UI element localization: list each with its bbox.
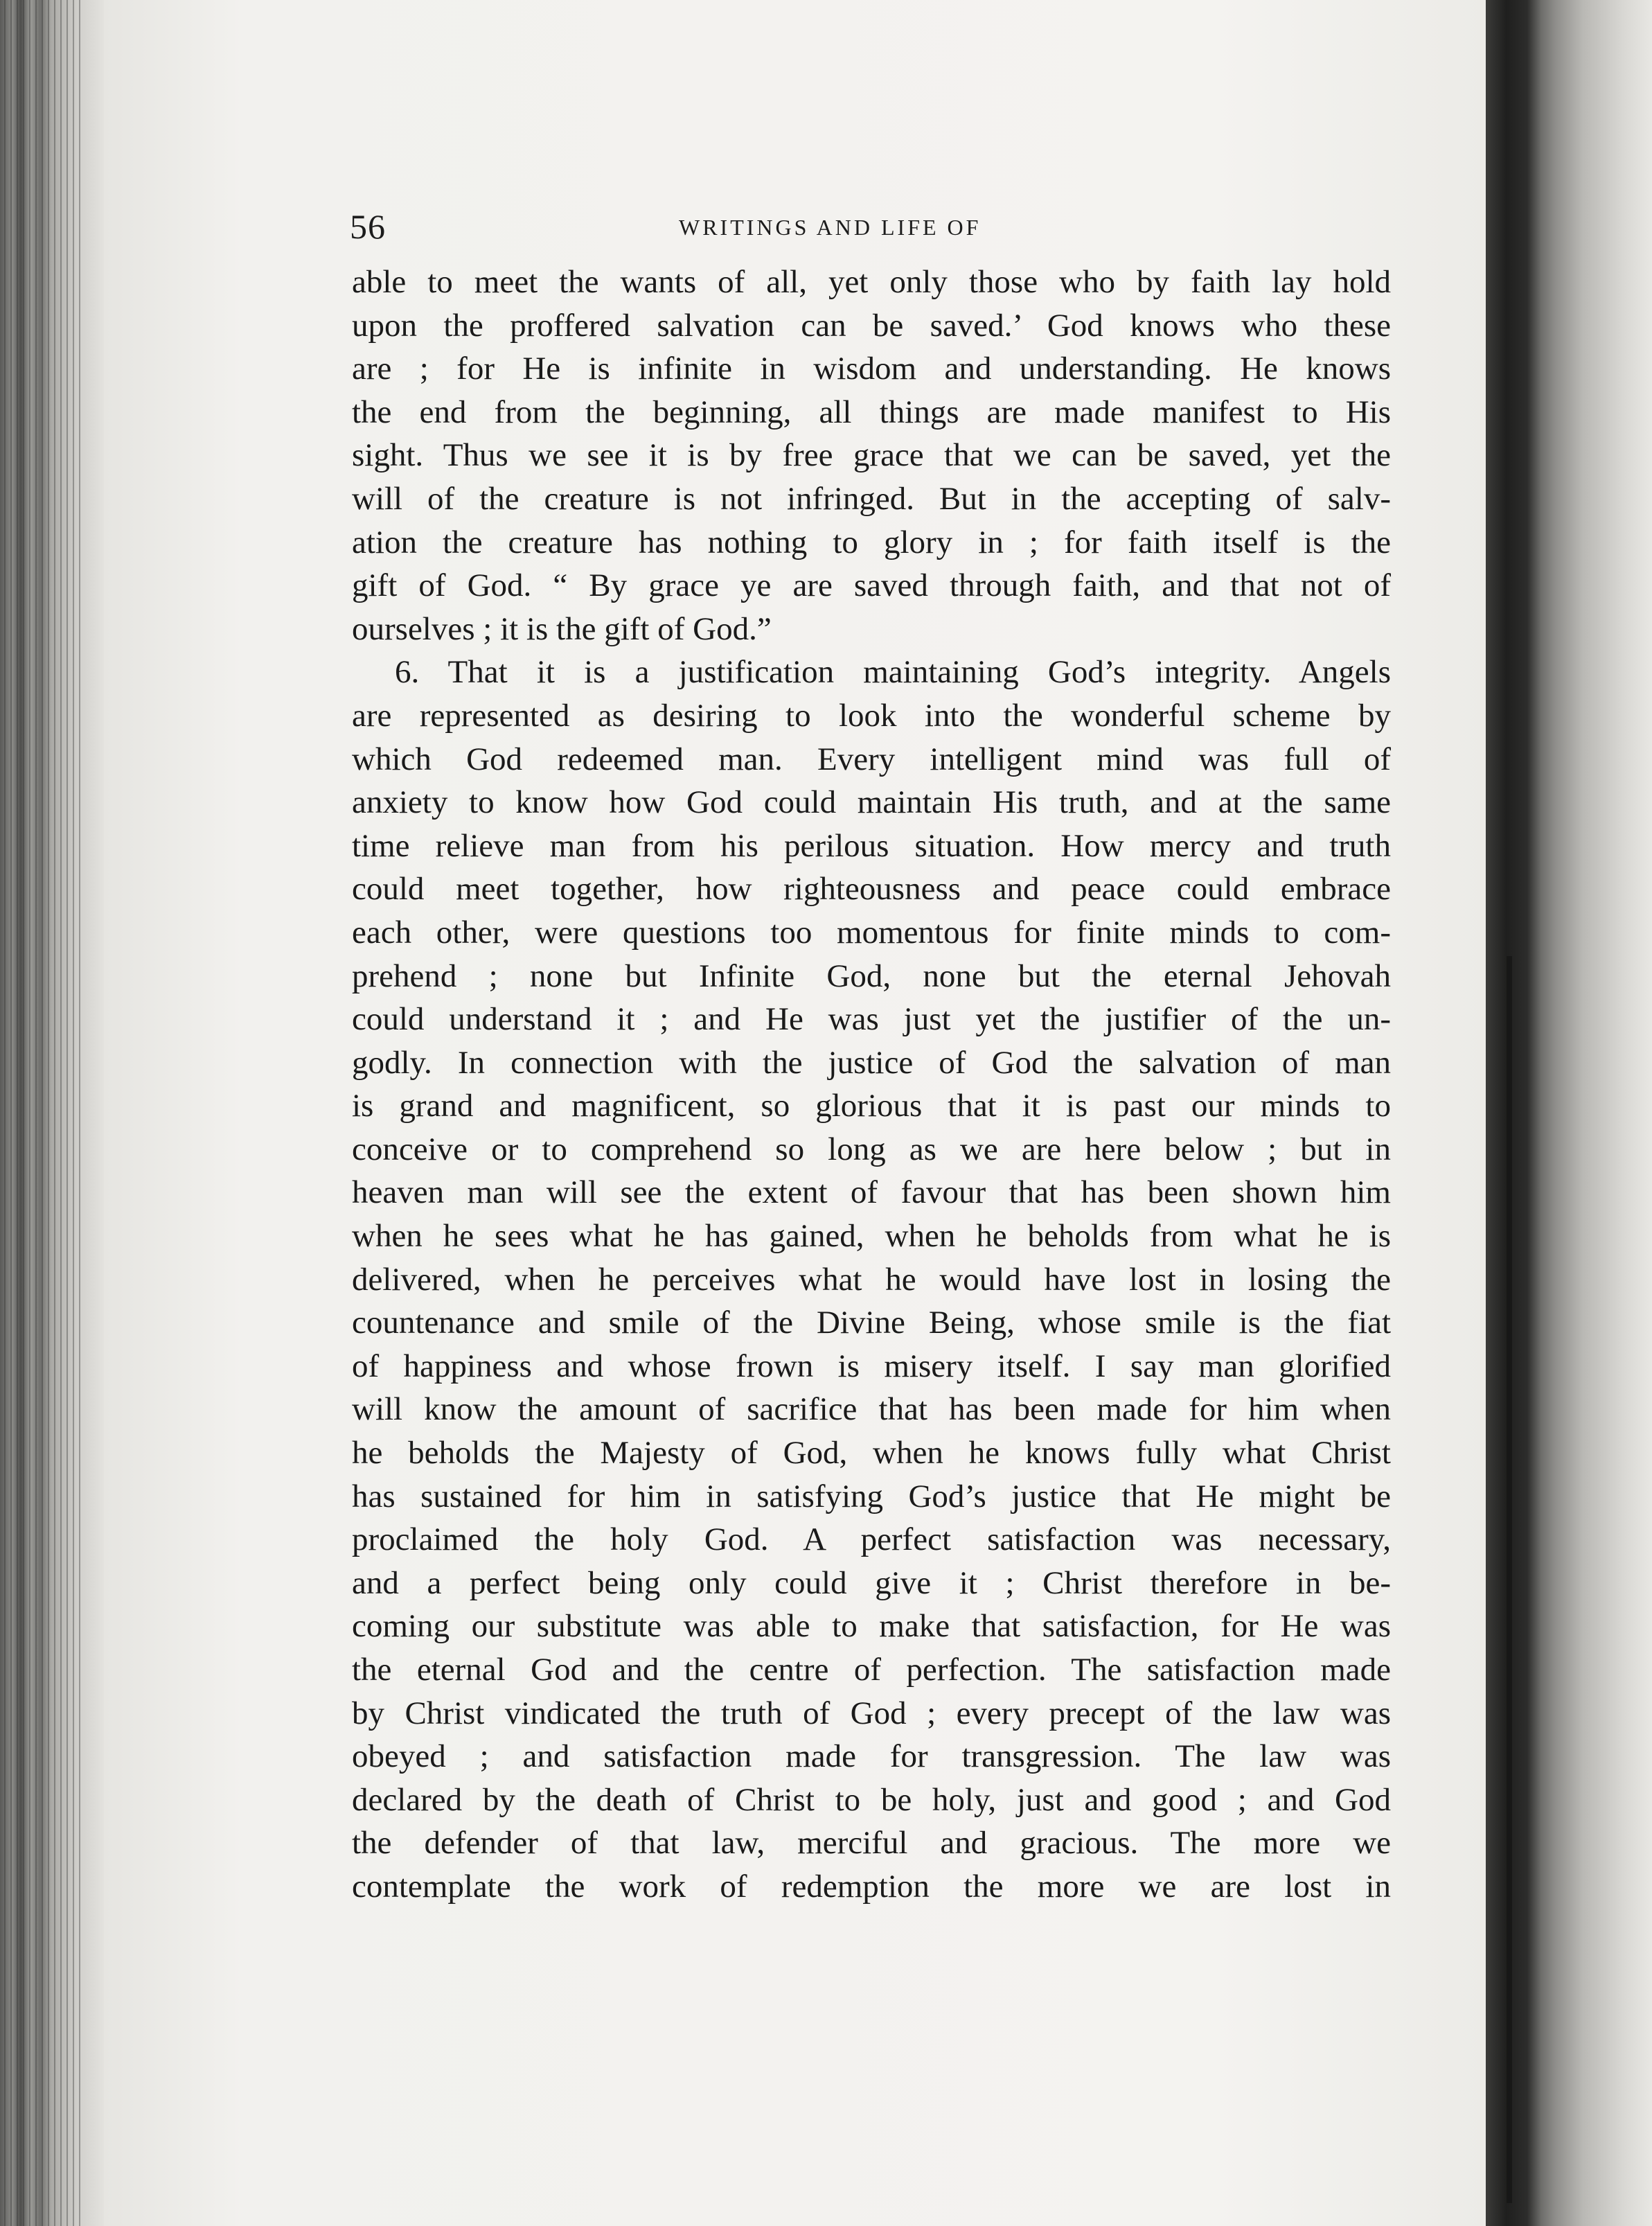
text-line: conceive or to comprehend so long as we are here below ; but in xyxy=(352,1131,1391,1167)
text-line: prehend ; none but Infinite God, none but the eternal Jehovah xyxy=(352,957,1391,994)
text-line: upon the proffered salvation can be saved.’ God knows who these xyxy=(352,307,1391,344)
text-line: coming our substitute was able to make that satisfaction, for He was xyxy=(352,1608,1391,1645)
text-line: which God redeemed man. Every intelligent mind was full of xyxy=(352,741,1391,777)
text-line: the defender of that law, merciful and gracious. The more we xyxy=(352,1825,1391,1862)
text-line: could meet together, how righteousness and peace could embrace xyxy=(352,871,1391,908)
text-line: will know the amount of sacrifice that has been made for him when xyxy=(352,1391,1391,1428)
text-line: godly. In connection with the justice of God the salvation of man xyxy=(352,1044,1391,1081)
text-line: and a perfect being only could give it ; Christ therefore in be- xyxy=(352,1564,1391,1601)
text-line: ation the creature has nothing to glory in ; for faith itself is the xyxy=(352,524,1391,560)
text-line: are represented as desiring to look into the wonderful scheme by xyxy=(352,697,1391,734)
text-line: is grand and magnificent, so glorious that it is past our minds to xyxy=(352,1088,1391,1124)
text-line: declared by the death of Christ to be holy, just and good ; and God xyxy=(352,1781,1391,1818)
text-line: of happiness and whose frown is misery itself. I say man glorified xyxy=(352,1348,1391,1384)
page-number: 56 xyxy=(350,207,386,246)
text-line: delivered, when he perceives what he would have lost in losing the xyxy=(352,1261,1391,1298)
page-edge-shadow xyxy=(1507,956,1512,2203)
text-line: the end from the beginning, all things are made manifest to His xyxy=(352,394,1391,430)
text-line: he beholds the Majesty of God, when he knows fully what Christ xyxy=(352,1435,1391,1472)
text-line: sight. Thus we see it is by free grace that we can be saved, yet the xyxy=(352,437,1391,474)
text-line: obeyed ; and satisfaction made for transgression. The law was xyxy=(352,1738,1391,1775)
text-line: heaven man will see the extent of favour that has been shown him xyxy=(352,1174,1391,1211)
text-line: anxiety to know how God could maintain His truth, and at the same xyxy=(352,784,1391,821)
text-line: are ; for He is infinite in wisdom and understanding. He knows xyxy=(352,351,1391,387)
paragraph-start-line: 6. That it is a justification maintaining God’s integrity. Angels xyxy=(395,654,1391,691)
page-edges-left xyxy=(4,0,80,2226)
text-line: when he sees what he has gained, when he beholds from what he is xyxy=(352,1218,1391,1255)
body-text xyxy=(352,260,1391,1909)
text-line: could understand it ; and He was just yet the justifier of the un- xyxy=(352,1001,1391,1038)
text-line: countenance and smile of the Divine Being, whose smile is the fiat xyxy=(352,1305,1391,1341)
text-line: will of the creature is not infringed. But in the accepting of salv- xyxy=(352,480,1391,517)
running-head xyxy=(350,202,1389,251)
text-line: able to meet the wants of all, yet only those who by faith lay hold xyxy=(352,264,1391,300)
text-line: has sustained for him in satisfying God’s justice that He might be xyxy=(352,1478,1391,1514)
text-line: time relieve man from his perilous situation. How mercy and truth xyxy=(352,827,1391,864)
paragraph-end-line: ourselves ; it is the gift of God.” xyxy=(352,610,772,647)
text-line: the eternal God and the centre of perfection. The satisfaction made xyxy=(352,1652,1391,1688)
text-line: proclaimed the holy God. A perfect satisfaction was necessary, xyxy=(352,1521,1391,1558)
text-line: by Christ vindicated the truth of God ; every precept of the law was xyxy=(352,1695,1391,1731)
text-line: each other, were questions too momentous for finite minds to com- xyxy=(352,914,1391,951)
running-title: WRITINGS AND LIFE OF xyxy=(679,215,982,240)
text-line: gift of God. “ By grace ye are saved through faith, and that not of xyxy=(352,567,1391,604)
text-line: contemplate the work of redemption the more we are lost in xyxy=(352,1868,1391,1905)
